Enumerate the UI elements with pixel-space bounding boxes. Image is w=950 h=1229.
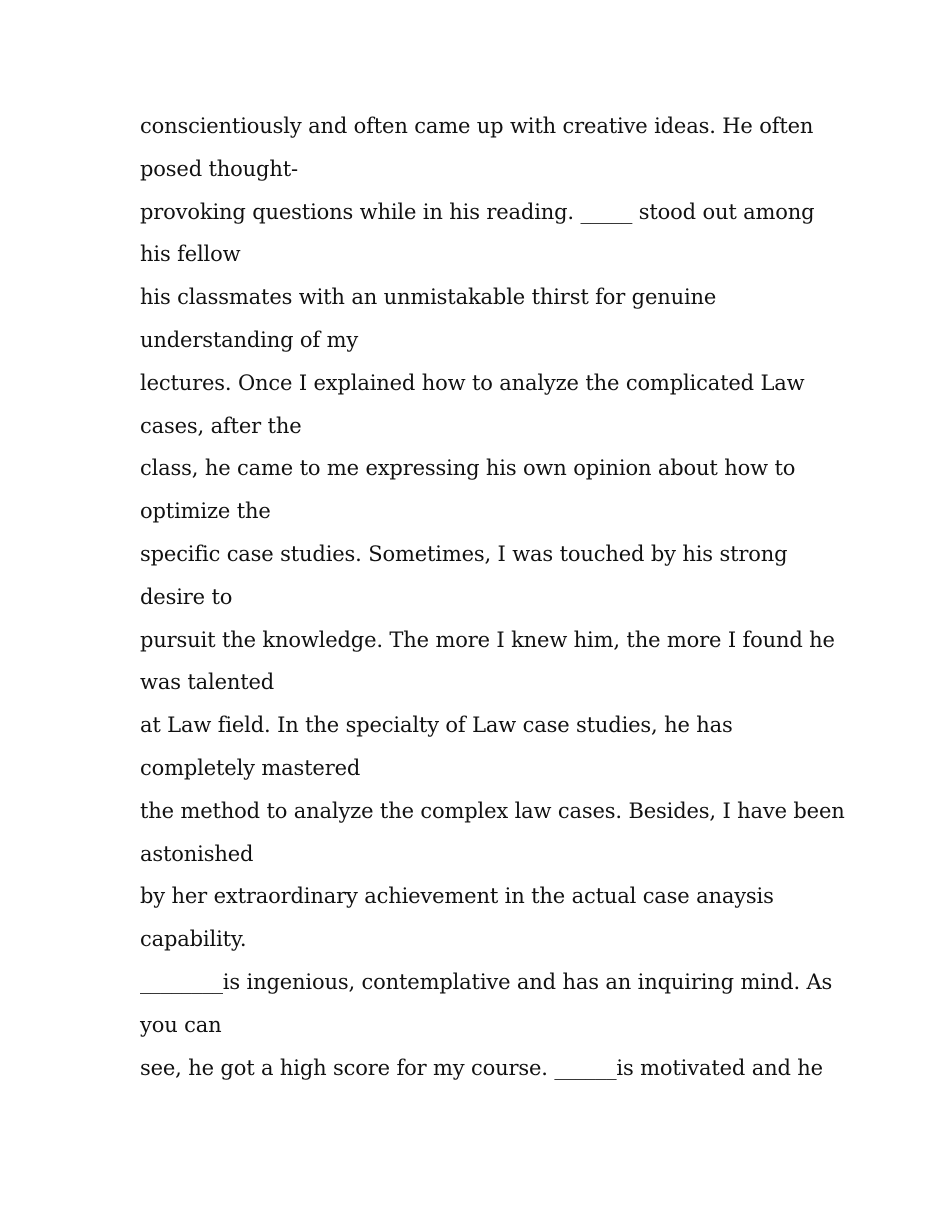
text-line: the method to analyze the complex law cases. Besides, I have been xyxy=(140,798,845,823)
text-line: cases, after the xyxy=(140,413,302,438)
text-line: ________is ingenious, contemplative and has an inquiring mind. As xyxy=(140,969,833,994)
text-line: completely mastered xyxy=(140,755,361,780)
text-line: lectures. Once I explained how to analyze the complicated Law xyxy=(140,370,805,395)
text-line: astonished xyxy=(140,841,254,866)
text-line: class, he came to me expressing his own opinion about how to xyxy=(140,456,796,481)
text-line: posed thought- xyxy=(140,156,298,181)
text-line: conscientiously and often came up with creative ideas. He often xyxy=(140,114,814,138)
text-line: his classmates with an unmistakable thirst for genuine xyxy=(140,285,717,310)
text-line: at Law field. In the specialty of Law case studies, he has xyxy=(140,713,733,738)
text-line: optimize the xyxy=(140,499,271,524)
document-body xyxy=(140,105,845,1089)
text-line: desire to xyxy=(140,584,233,609)
text-line: by her extraordinary achievement in the actual case anaysis xyxy=(140,884,774,909)
text-line: pursuit the knowledge. The more I knew him, the more I found he xyxy=(140,627,835,652)
text-line: specific case studies. Sometimes, I was touched by his strong xyxy=(140,541,788,566)
text-line: was talented xyxy=(140,670,275,695)
text-line: you can xyxy=(140,1012,222,1037)
text-line: capability. xyxy=(140,927,247,952)
text-line: his fellow xyxy=(140,242,241,267)
text-line: understanding of my xyxy=(140,327,359,352)
text-line: see, he got a high score for my course. ______is motivated and he xyxy=(140,1055,823,1080)
text-line: provoking questions while in his reading. _____ stood out among xyxy=(140,199,815,224)
